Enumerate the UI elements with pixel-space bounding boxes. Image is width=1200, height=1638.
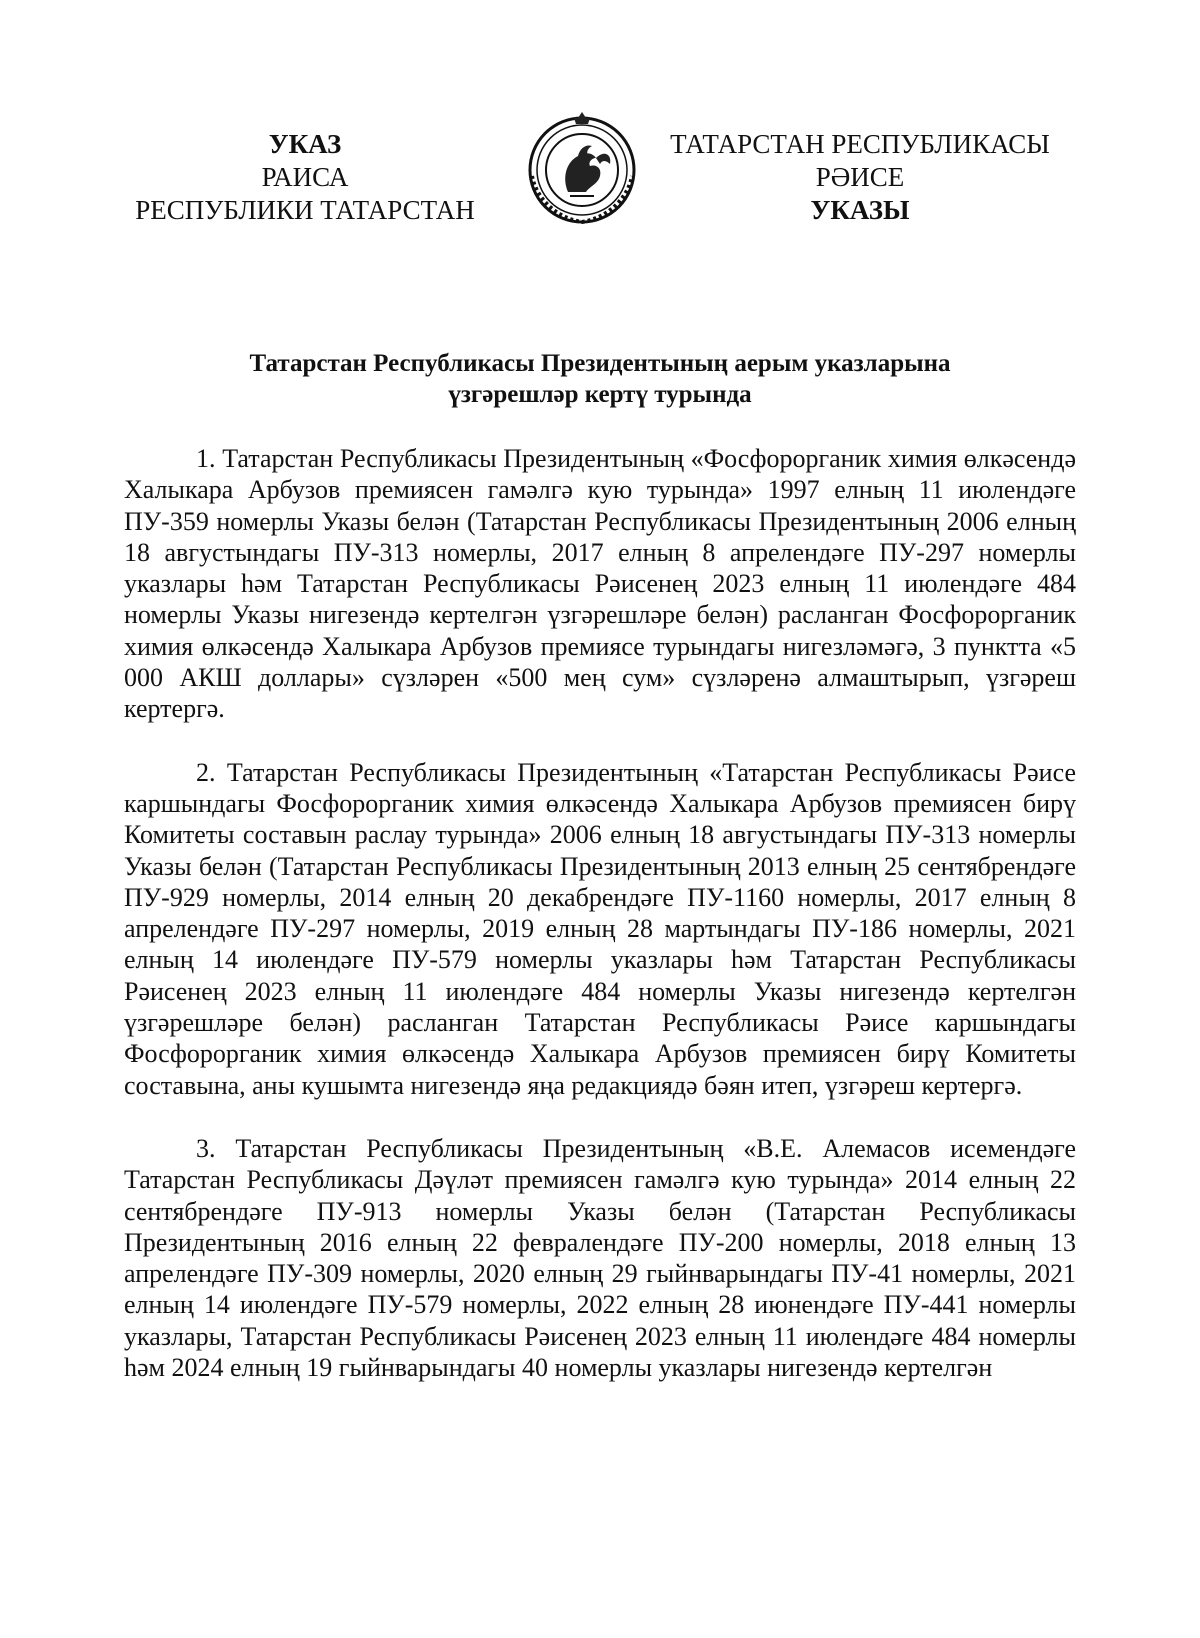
paragraph-2: 2. Татарстан Республикасы Президентының «Татарстан Республикасы Рәисе каршындагы Фосфорорганик химия өлкәсендә Халыкара Арбузов премиясен бирү Комитеты составын раслау турында» 2006 елның 18 августындагы ПУ-313 номерлы Указы белән (Татарстан Республикасы Президентының 2013 елның 25 сентябрендәге ПУ-929 номерлы, 2014 елның 20 декабрендәге ПУ-1160 номерлы, 2017 елның 8 апрелендәге ПУ-297 номерлы, 2019 елның 28 мартындагы ПУ-186 номерлы, 2021 елның 14 июлендәге ПУ-579 номерлы указлары һәм Татарстан Республикасы Рәисенең 2023 елның 11 июлендәге 484 номерлы Указы нигезендә кертелгән үзгәрешләре белән) расланган Татарстан Республикасы Рәисе каршындагы Фосфорорганик химия өлкәсендә Халыкара Арбузов премиясен бирү Комитеты составына, аны кушымта нигезендә яңа редакциядә бәян итеп, үзгәреш кертергә.: [124, 757, 1076, 1100]
paragraph-1: 1. Татарстан Республикасы Президентының «Фосфорорганик химия өлкәсендә Халыкара Арбузов премиясен гамәлгә кую турында» 1997 елның 11 июлендәге ПУ-359 номерлы Указы белән (Татарстан Республикасы Президентының 2006 елның 18 августындагы ПУ-313 номерлы, 2017 елның 8 апрелендәге ПУ-297 номерлы указлары һәм Татарстан Республикасы Рәисенең 2023 елның 11 июлендәге 484 номерлы Указы нигезендә кертелгән үзгәрешләре белән) расланган Фосфорорганик химия өлкәсендә Халыкара Арбузов премиясе турындагы нигезләмәгә, 3 пунктта «5 000 АКШ доллары» сүзләрен «500 мең сум» сүзләренә алмаштырып, үзгәреш кертергә.: [124, 444, 1076, 724]
paragraph-3: 3. Татарстан Республикасы Президентының «В.Е. Алемасов исемендәге Татарстан Республикасы Дәүләт премиясен гамәлгә кую турында» 2014 елның 22 сентябрендәге ПУ-913 номерлы Указы белән (Татарстан Республикасы Президентының 2016 елның 22 февралендәге ПУ-200 номерлы, 2018 елның 13 апрелендәге ПУ-309 номерлы, 2020 елның 29 гыйнварындагы ПУ-41 номерлы, 2021 елның 14 июлендәге ПУ-579 номерлы, 2022 елның 28 июнендәге ПУ-441 номерлы указлары, Татарстан Республикасы Рәисенең 2023 елның 11 июлендәге 484 номерлы һәм 2024 елның 19 гыйнварындагы 40 номерлы указлары нигезендә кертелгән: [124, 1133, 1076, 1383]
decree-header: [0, 128, 1200, 238]
document-body: [124, 443, 1076, 1415]
header-tatar-block: [650, 128, 1070, 227]
header-left-line-3: РЕСПУБЛИКИ ТАТАРСТАН: [135, 195, 475, 225]
header-russian-block: [110, 128, 500, 227]
coat-of-arms-icon: [522, 106, 642, 228]
header-left-line-2: РАИСА: [261, 162, 349, 192]
header-right-line-3: УКАЗЫ: [810, 195, 910, 225]
header-right-line-1: ТАТАРСТАН РЕСПУБЛИКАСЫ: [670, 129, 1050, 159]
header-right-line-2: РӘИСЕ: [815, 162, 905, 192]
title-line-2: үзгәрешләр кертү турында: [448, 381, 752, 408]
title-line-1: Татарстан Республикасы Президентының аерым указларына: [249, 350, 951, 377]
document-title: [120, 348, 1080, 410]
header-left-line-1: УКАЗ: [268, 129, 342, 159]
